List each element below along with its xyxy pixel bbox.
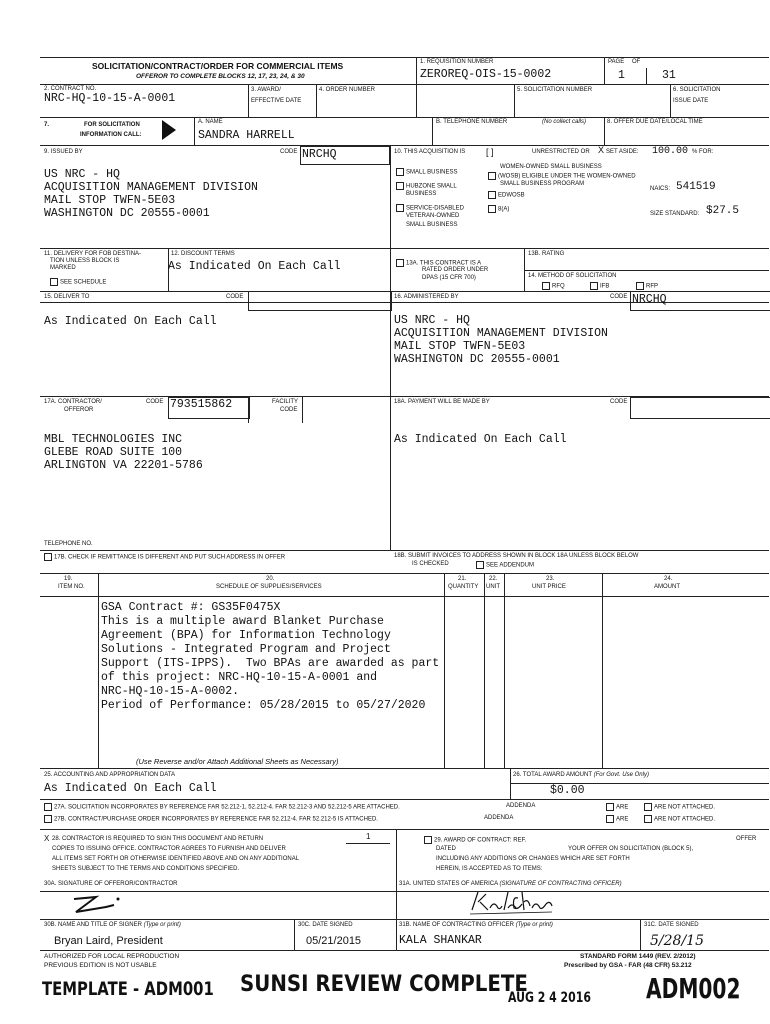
col-22-label: UNIT — [486, 584, 500, 590]
wosb-label-3: SMALL BUSINESS PROGRAM — [500, 181, 585, 187]
date-signed-label: 30C. DATE SIGNED — [298, 922, 353, 928]
signature-co-label — [399, 881, 622, 888]
hubzone-option[interactable] — [396, 182, 457, 191]
arrow-right-icon — [162, 120, 176, 140]
date-stamp: AUG 2 4 2016 — [508, 990, 591, 1006]
block7-label-2: INFORMATION CALL: — [80, 132, 142, 138]
rfp-option[interactable] — [636, 282, 658, 291]
rated-order-label-3: DPAS (15 CFR 700) — [422, 275, 476, 281]
27a-are-not: ARE NOT ATTACHED. — [654, 804, 716, 811]
size-standard-value: $27.5 — [706, 205, 740, 217]
block29-option[interactable] — [424, 836, 526, 845]
ifb-option[interactable] — [590, 282, 609, 291]
contract-no-value: NRC-HQ-10-15-A-0001 — [44, 92, 176, 105]
schedule-line-4: Solutions - Integrated Program and Project — [101, 643, 391, 656]
col-24-label: AMOUNT — [654, 584, 680, 590]
solicitation-issue-label-2: ISSUE DATE — [673, 98, 709, 104]
rfq-label: RFQ — [552, 283, 565, 290]
block28-line-2: COPIES TO ISSUING OFFICE. CONTRACTOR AGREES TO FURNISH AND DELIVER — [52, 846, 286, 852]
co-name-label-text: 31B. NAME OF CONTRACTING OFFICER — [399, 922, 515, 928]
issued-by-code-value: NRCHQ — [302, 148, 337, 161]
contractor-code-value: 793515862 — [170, 398, 233, 411]
acquisition-label: 10. THIS ACQUISITION IS — [394, 149, 466, 155]
schedule-line-3: Agreement (BPA) for Information Technology — [101, 629, 391, 642]
footer-line-2: PREVIOUS EDITION IS NOT USABLE — [44, 962, 157, 969]
template-stamp: TEMPLATE - ADM001 — [42, 978, 214, 1000]
fob-label: 11. DELIVERY FOR FOB DESTINA- — [44, 251, 142, 257]
schedule-line-6: of this project: NRC-HQ-10-15-A-0001 and — [101, 671, 378, 684]
is-checked-label: IS CHECKED — [412, 561, 449, 567]
administered-line-4: WASHINGTON DC 20555-0001 — [394, 353, 560, 366]
27a-are: ARE — [616, 804, 629, 811]
schedule-line-1: GSA Contract #: GS35F0475X — [101, 601, 281, 614]
sdvosb-label: SERVICE-DISABLED — [406, 205, 464, 212]
accounting-label: 25. ACCOUNTING AND APPROPRIATION DATA — [44, 772, 176, 778]
hubzone-label-2: BUSINESS — [406, 191, 437, 197]
rfq-option[interactable] — [542, 282, 565, 291]
unrestricted-label: UNRESTRICTED OR — [532, 149, 590, 155]
administered-code-value: NRCHQ — [632, 293, 667, 306]
27b-option[interactable] — [44, 815, 378, 824]
edwosb-option[interactable] — [488, 191, 525, 200]
8a-option[interactable] — [488, 205, 509, 214]
contractor-label: 17A. CONTRACTOR/ — [44, 399, 102, 405]
total-award-note: (For Govt. Use Only) — [593, 772, 649, 778]
method-label: 14. METHOD OF SOLICITATION — [528, 273, 617, 279]
no-collect-note: (No collect calls) — [542, 119, 587, 125]
sunsi-stamp: SUNSI REVIEW COMPLETE — [240, 972, 528, 997]
27a-label: 27A. SOLICITATION INCORPORATES BY REFERENCE FAR 52.212-1, 52.212-4. FAR 52.212-3 AND 52.212-5 ARE ATTACHED. — [54, 804, 400, 811]
signature-offeror-label: 30A. SIGNATURE OF OFFEROR/CONTRACTOR — [44, 881, 178, 887]
total-award-label — [513, 772, 649, 779]
deliver-to-value: As Indicated On Each Call — [44, 315, 217, 328]
rated-order-label-2: RATED ORDER UNDER — [422, 267, 489, 273]
solicitation-issue-label: 6. SOLICITATION — [673, 87, 721, 93]
page-label: PAGE — [608, 59, 625, 65]
block28-x: X — [44, 834, 50, 843]
27a-are-not-option[interactable] — [644, 803, 715, 812]
page-of-label: OF — [632, 59, 641, 65]
setaside-percent: 100.00 — [652, 146, 689, 157]
page-number: 1 — [618, 69, 625, 82]
block7-label: FOR SOLICITATION — [84, 122, 140, 128]
col-21-label: QUANTITY — [448, 584, 479, 590]
block28-line-3: ALL ITEMS SET FORTH OR OTHERWISE IDENTIFIED ABOVE AND ON ANY ADDITIONAL — [52, 856, 300, 862]
sdvosb-label-2: VETERAN-OWNED — [406, 213, 460, 219]
naics-label: NAICS: — [650, 186, 671, 192]
contract-no-label: 2. CONTRACT NO. — [44, 86, 97, 92]
remittance-label: 17B. CHECK IF REMITTANCE IS DIFFERENT AND PUT SUCH ADDRESS IN OFFER — [54, 554, 286, 561]
fob-label-3: MARKED — [50, 265, 76, 271]
block28-copies: 1 — [366, 832, 371, 841]
administered-line-2: ACQUISITION MANAGEMENT DIVISION — [394, 327, 608, 340]
hubzone-label: HUBZONE SMALL — [406, 183, 457, 190]
signer-name-value: Bryan Laird, President — [54, 935, 163, 947]
submit-invoices-label: 18B. SUBMIT INVOICES TO ADDRESS SHOWN IN BLOCK 18A UNLESS BLOCK BELOW — [394, 553, 639, 559]
wosb-label-2: (WOSB) ELIGIBLE UNDER THE WOMEN-OWNED — [498, 173, 636, 180]
form-title: SOLICITATION/CONTRACT/ORDER FOR COMMERCIAL ITEMS — [92, 61, 344, 71]
block7-number: 7. — [44, 122, 50, 128]
discount-terms-value: As Indicated On Each Call — [168, 260, 341, 273]
administered-code-label: CODE — [610, 294, 628, 300]
offeror-signature — [70, 893, 120, 917]
accounting-value: As Indicated On Each Call — [44, 782, 217, 795]
block29-offer: OFFER — [736, 836, 757, 842]
col-21: 21. — [458, 576, 467, 582]
schedule-line-7: NRC-HQ-10-15-A-0002. — [101, 685, 240, 698]
administered-by-label: 16. ADMINISTERED BY — [394, 294, 459, 300]
block29-line-1: 29. AWARD OF CONTRACT: REF. — [434, 837, 527, 844]
signer-name-label-text: 30B. NAME AND TITLE OF SIGNER — [44, 922, 142, 928]
schedule-line-2: This is a multiple award Blanket Purchase — [101, 615, 384, 628]
date-signed-value: 05/21/2015 — [306, 935, 362, 947]
sdvosb-label-3: SMALL BUSINESS — [406, 222, 458, 228]
deliver-to-code-label: CODE — [226, 294, 244, 300]
requisition-number-value: ZEROREQ-OIS-15-0002 — [420, 68, 552, 81]
block29-dated: DATED — [436, 846, 456, 852]
contractor-code-label: CODE — [146, 399, 164, 405]
27b-label: 27B. CONTRACT/PURCHASE ORDER INCORPORATES BY REFERENCE FAR 52.212-4. FAR 52.212-5 IS ATTACHED. — [54, 816, 378, 823]
award-date-label-2: EFFECTIVE DATE — [251, 98, 302, 104]
co-date-label: 31C. DATE SIGNED — [644, 922, 699, 928]
solicitation-number-label: 5. SOLICITATION NUMBER — [517, 87, 593, 93]
issued-by-line-4: WASHINGTON DC 20555-0001 — [44, 207, 210, 220]
27b-are-not-option[interactable] — [644, 815, 715, 824]
27b-addenda: ADDENDA — [484, 815, 514, 821]
27b-are-option[interactable] — [606, 815, 628, 824]
payment-value: As Indicated On Each Call — [394, 433, 567, 446]
prescribed-by: Prescribed by GSA - FAR (48 CFR) 53.212 — [564, 962, 692, 969]
payment-code-label: CODE — [610, 399, 628, 405]
contractor-line-2: GLEBE ROAD SUITE 100 — [44, 446, 183, 459]
block29-line-4: HEREIN, IS ACCEPTED AS TO ITEMS: — [436, 866, 543, 872]
contact-name-label: A. NAME — [198, 119, 223, 125]
administered-line-1: US NRC - HQ — [394, 314, 470, 327]
8a-label: 8(A) — [498, 206, 510, 213]
co-name-label — [399, 922, 553, 929]
page-total: 31 — [662, 69, 676, 82]
contractor-label-2: OFFEROR — [64, 407, 94, 413]
reverse-note: (Use Reverse and/or Attach Additional Sheets as Necessary) — [136, 757, 339, 766]
see-schedule-label: SEE SCHEDULE — [60, 279, 107, 286]
see-addendum-option[interactable] — [476, 561, 534, 570]
small-business-option[interactable] — [396, 168, 457, 177]
27a-option[interactable] — [44, 803, 400, 812]
ifb-label: IFB — [600, 283, 610, 290]
facility-label: FACILITY — [272, 399, 299, 405]
col-20: 20. — [266, 576, 275, 582]
award-date-label: 3. AWARD/ — [251, 87, 281, 93]
co-name-value: KALA SHANKAR — [399, 934, 482, 947]
setaside-label: SET ASIDE: — [606, 149, 639, 155]
setaside-checkbox[interactable]: X — [598, 145, 605, 155]
telephone-no-label: TELEPHONE NO. — [44, 541, 93, 547]
wosb-option[interactable] — [488, 172, 636, 181]
deliver-to-label: 15. DELIVER TO — [44, 294, 90, 300]
setaside-percent-label: % FOR: — [692, 149, 714, 155]
remittance-option[interactable] — [44, 553, 285, 562]
telephone-label: B. TELEPHONE NUMBER — [436, 119, 508, 125]
27b-are: ARE — [616, 816, 629, 823]
size-standard-label: SIZE STANDARD: — [650, 211, 700, 217]
unrestricted-checkbox[interactable]: [ ] — [486, 147, 494, 157]
standard-form: STANDARD FORM 1449 (REV. 2/2012) — [580, 953, 696, 960]
col-24: 24. — [664, 576, 673, 582]
sdvosb-option[interactable] — [396, 204, 464, 213]
facility-label-2: CODE — [280, 407, 298, 413]
block29-line-3: INCLUDING ANY ADDITIONS OR CHANGES WHICH ARE SET FORTH — [436, 856, 630, 862]
signer-name-label — [44, 922, 181, 929]
edwosb-label: EDWOSB — [498, 192, 525, 199]
offer-due-label: 8. OFFER DUE DATE/LOCAL TIME — [607, 119, 703, 125]
contractor-line-1: MBL TECHNOLOGIES INC — [44, 433, 183, 446]
co-name-note: (Type or print) — [515, 922, 553, 928]
footer-line-1: AUTHORIZED FOR LOCAL REPRODUCTION — [44, 953, 180, 960]
issued-by-line-2: ACQUISITION MANAGEMENT DIVISION — [44, 181, 258, 194]
administered-line-3: MAIL STOP TWFN-5E03 — [394, 340, 526, 353]
order-number-label: 4. ORDER NUMBER — [319, 87, 376, 93]
total-award-label-text: 26. TOTAL AWARD AMOUNT — [513, 772, 592, 778]
contact-name-value: SANDRA HARRELL — [198, 129, 295, 142]
rated-order-label: 13A. THIS CONTRACT IS A — [406, 260, 482, 267]
form-subtitle: OFFEROR TO COMPLETE BLOCKS 12, 17, 23, 24, & 30 — [136, 73, 305, 80]
issued-by-code-label: CODE — [280, 149, 298, 155]
block28-line-4: SHEETS SUBJECT TO THE TERMS AND CONDITIONS SPECIFIED. — [52, 866, 240, 872]
col-22: 22. — [489, 576, 498, 582]
27b-are-not: ARE NOT ATTACHED. — [654, 816, 716, 823]
discount-terms-label: 12. DISCOUNT TERMS — [171, 251, 235, 257]
block28-line-1: 28. CONTRACTOR IS REQUIRED TO SIGN THIS DOCUMENT AND RETURN — [52, 836, 264, 842]
issued-by-line-3: MAIL STOP TWFN-5E03 — [44, 194, 176, 207]
requisition-number-label: 1. REQUISITION NUMBER — [420, 59, 494, 65]
see-schedule-option[interactable] — [50, 278, 106, 287]
total-award-value: $0.00 — [550, 784, 585, 797]
27a-addenda: ADDENDA — [506, 803, 536, 809]
col-23: 23. — [546, 576, 555, 582]
naics-value: 541519 — [676, 181, 716, 193]
rfp-label: RFP — [646, 283, 658, 290]
contractor-line-3: ARLINGTON VA 22201-5786 — [44, 459, 203, 472]
col-20-label: SCHEDULE OF SUPPLIES/SERVICES — [216, 584, 322, 590]
see-addendum-label: SEE ADDENDUM — [486, 562, 535, 569]
co-date-value: 5/28/15 — [650, 933, 704, 949]
block29-line-2: YOUR OFFER ON SOLICITATION (BLOCK 5), — [568, 846, 694, 852]
co-signature — [468, 888, 554, 918]
rating-label: 13B. RATING — [528, 251, 565, 257]
wosb-label: WOMEN-OWNED SMALL BUSINESS — [500, 164, 602, 170]
issued-by-line-1: US NRC - HQ — [44, 168, 120, 181]
schedule-line-8: Period of Performance: 05/28/2015 to 05/27/2020 — [101, 699, 426, 712]
signature-co-note: (SIGNATURE OF CONTRACTING OFFICER) — [499, 881, 622, 887]
signer-name-note: (Type or print) — [143, 922, 181, 928]
col-19: 19. — [64, 576, 73, 582]
schedule-line-5: Support (ITS-IPPS). Two BPAs are awarded as part — [101, 657, 440, 670]
col-23-label: UNIT PRICE — [532, 584, 566, 590]
signature-co-label-text: 31A. UNITED STATES OF AMERICA — [399, 881, 498, 887]
small-business-label: SMALL BUSINESS — [406, 169, 458, 176]
fob-label-2: TION UNLESS BLOCK IS — [50, 258, 120, 264]
adm-stamp: ADM002 — [646, 972, 741, 1005]
col-19-label: ITEM NO. — [58, 584, 85, 590]
issued-by-label: 9. ISSUED BY — [44, 149, 83, 155]
27a-are-option[interactable] — [606, 803, 628, 812]
payment-label: 18A. PAYMENT WILL BE MADE BY — [394, 399, 490, 405]
